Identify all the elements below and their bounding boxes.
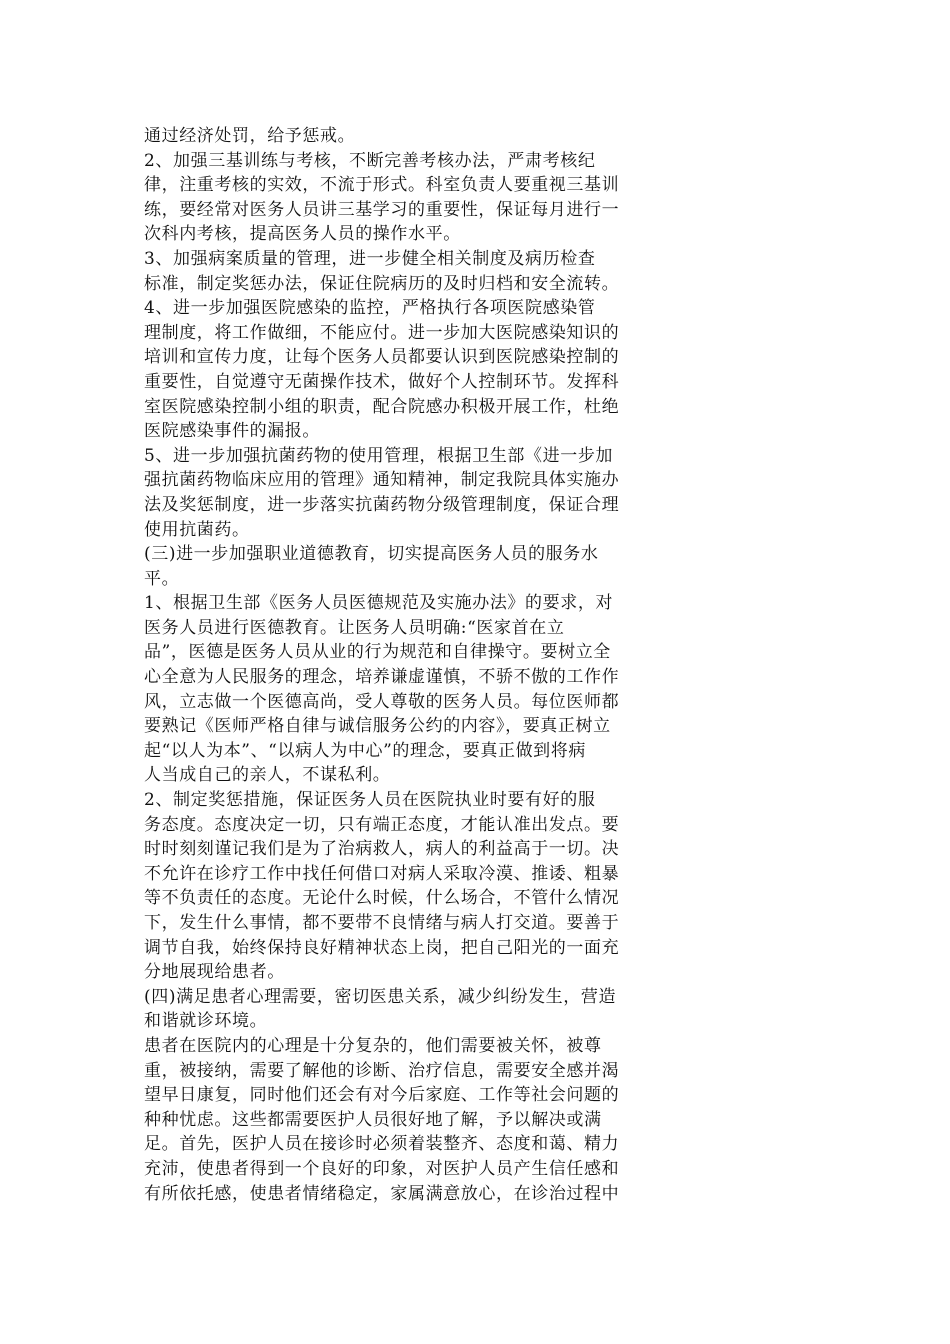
text-line: 培训和宣传力度，让每个医务人员都要认识到医院感染控制的 [144,347,620,368]
text-line: 使用抗菌药。 [144,519,250,540]
text-line: 3、加强病案质量的管理，进一步健全相关制度及病历检查 [144,248,596,269]
text-line: 标准，制定奖惩办法，保证住院病历的及时归档和安全流转。 [144,273,620,294]
text-line: 练，要经常对医务人员讲三基学习的重要性，保证每月进行一 [144,199,620,220]
text-line: 充沛，使患者得到一个良好的印象，对医护人员产生信任感和 [144,1158,620,1179]
text-line: 足。首先，医护人员在接诊时必须着装整齐、态度和蔼、精力 [144,1134,620,1155]
text-line: 2、加强三基训练与考核，不断完善考核办法，严肃考核纪 [144,150,596,171]
text-line: 医院感染事件的漏报。 [144,421,320,442]
document-body [144,124,666,1206]
text-line: 望早日康复，同时他们还会有对今后家庭、工作等社会问题的 [144,1085,620,1106]
text-line: 人当成自己的亲人，不谋私利。 [144,765,391,786]
text-line: 要熟记《医师严格自律与诚信服务公约的内容》，要真正树立 [144,716,611,737]
text-line: 法及奖惩制度，进一步落实抗菌药物分级管理制度，保证合理 [144,494,620,515]
text-line: 强抗菌药物临床应用的管理》通知精神，制定我院具体实施办 [144,470,620,491]
text-line: 律，注重考核的实效，不流于形式。科室负责人要重视三基训 [144,175,620,196]
text-line: 和谐就诊环境。 [144,1011,268,1032]
text-line: 起“以人为本”、“以病人为中心”的理念，要真正做到将病 [144,740,586,761]
text-line: 5、进一步加强抗菌药物的使用管理，根据卫生部《进一步加 [144,445,614,466]
text-line: 室医院感染控制小组的职责，配合院感办积极开展工作，杜绝 [144,396,620,417]
text-line: 平。 [144,568,180,589]
text-line: (三)进一步加强职业道德教育，切实提高医务人员的服务水 [144,544,599,565]
text-line: 下，发生什么事情，都不要带不良情绪与病人打交道。要善于 [144,913,620,933]
text-line: 分地展现给患者。 [144,962,285,983]
text-line: 理制度，将工作做细，不能应付。进一步加大医院感染知识的 [144,322,620,343]
text-line: 患者在医院内的心理是十分复杂的，他们需要被关怀，被尊 [144,1035,602,1056]
text-line: 调节自我，始终保持良好精神状态上岗，把自己阳光的一面充 [144,937,620,958]
text-line: 心全意为人民服务的理念，培养谦虚谨慎，不骄不傲的工作作 [144,667,620,688]
text-line: 等不负责任的态度。无论什么时候，什么场合，不管什么情况 [144,888,620,909]
text-line: 不允许在诊疗工作中找任何借口对病人采取冷漠、推诿、粗暴 [144,863,620,884]
text-line: 务态度。态度决定一切，只有端正态度，才能认准出发点。要 [144,814,620,835]
text-line: 次科内考核，提高医务人员的操作水平。 [144,224,461,245]
text-line: 4、进一步加强医院感染的监控，严格执行各项医院感染管 [144,298,596,319]
text-line: 重，被接纳，需要了解他的诊断、治疗信息，需要安全感并渴 [144,1060,620,1081]
text-line: 时时刻刻谨记我们是为了治病救人，病人的利益高于一切。决 [144,839,620,860]
text-line: 风，立志做一个医德高尚，受人尊敬的医务人员。每位医师都 [144,691,620,712]
text-line: 医务人员进行医德教育。让医务人员明确:“医家首在立 [144,617,565,638]
text-line: 通过经济处罚，给予惩戒。 [144,126,356,146]
text-line: 重要性，自觉遵守无菌操作技术，做好个人控制环节。发挥科 [144,371,620,392]
text-line: 品”，医德是医务人员从业的行为规范和自律操守。要树立全 [144,642,611,663]
text-line: 1、根据卫生部《医务人员医德规范及实施办法》的要求，对 [144,593,614,614]
text-line: 种种忧虑。这些都需要医护人员很好地了解，予以解决或满 [144,1109,602,1130]
text-line: 有所依托感，使患者情绪稳定，家属满意放心，在诊治过程中 [144,1183,620,1204]
text-line: (四)满足患者心理需要，密切医患关系，减少纠纷发生，营造 [144,986,617,1007]
text-line: 2、制定奖惩措施，保证医务人员在医院执业时要有好的服 [144,790,596,811]
